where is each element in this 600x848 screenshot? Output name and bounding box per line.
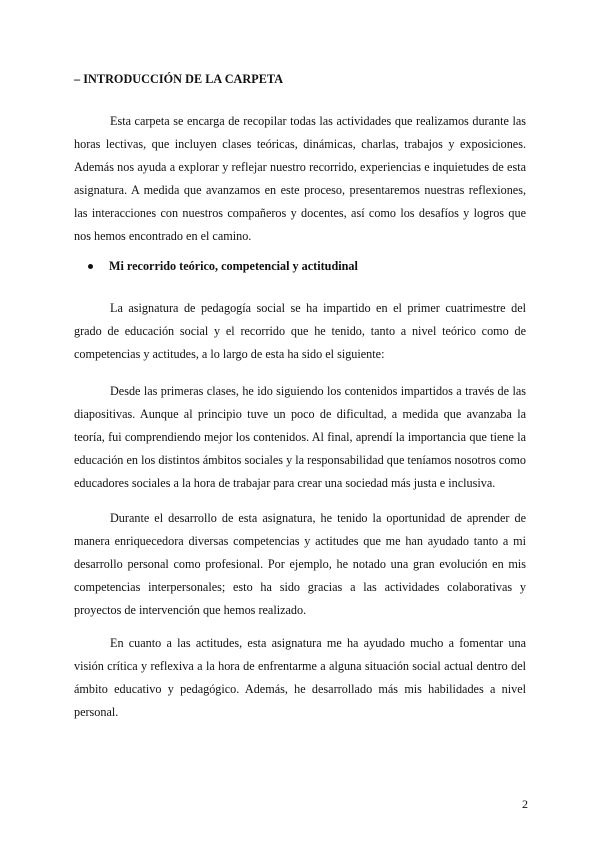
page-number: 2	[522, 797, 528, 811]
intro-paragraph: Esta carpeta se encarga de recopilar todas las actividades que realizamos durante las horas lectivas, que incluyen clases teóricas, dinámicas, charlas, trabajos y exposiciones. Además nos ayuda a explorar y reflejar nuestro recorrido, experiencias e inquietudes de esta asignatura. A medida que avanzamos en este proceso, presentaremos nuestras reflexiones, las interacciones con nuestros compañeros y docentes, así como los desafíos y logros que nos hemos encontrado en el camino.	[74, 114, 526, 243]
section-title: Mi recorrido teórico, competencial y actitudinal	[109, 259, 358, 273]
paragraph: En cuanto a las actitudes, esta asignatura me ha ayudado mucho a fomentar una visión crítica y reflexiva a la hora de enfrentarme a alguna situación social actual dentro del ámbito educativo y pedagógico. Además, he desarrollado más mis habilidades a nivel personal.	[74, 636, 526, 719]
paragraph: Durante el desarrollo de esta asignatura, he tenido la oportunidad de aprender de manera enriquecedora diversas competencias y actitudes que me han ayudado tanto a mi desarrollo personal como profesional. Por ejemplo, he notado una gran evolución en mis competencias interpersonales; esto ha sido gracias a las actividades colaborativas y proyectos de intervención que hemos realizado.	[74, 511, 526, 617]
bullet-icon	[88, 264, 93, 269]
paragraph: Desde las primeras clases, he ido siguiendo los contenidos impartidos a través de las diapositivas. Aunque al principio tuve un poco de dificultad, a medida que avanzaba la teoría, fui comprendiendo mejor los contenidos. Al final, aprendí la importancia que tiene la educación en los distintos ámbitos sociales y la responsabilidad que teníamos nosotros como educadores sociales a la hora de trabajar para crear una sociedad más justa e inclusiva.	[74, 384, 526, 490]
section-heading: – INTRODUCCIÓN DE LA CARPETA	[74, 72, 284, 86]
paragraph: La asignatura de pedagogía social se ha impartido en el primer cuatrimestre del grado de educación social y el recorrido que he tenido, tanto a nivel teórico como de competencias y actitudes, a lo largo de esta ha sido el siguiente:	[74, 301, 526, 361]
bullet-section-title	[88, 259, 358, 274]
